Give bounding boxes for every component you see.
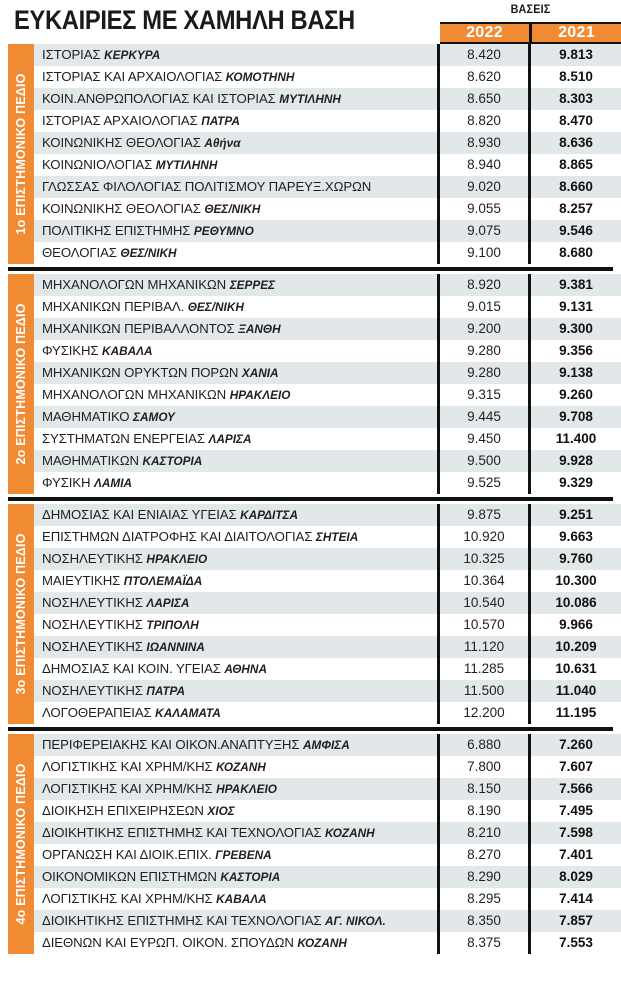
table-row[interactable]	[34, 242, 621, 264]
score-2022: 8.650	[467, 91, 501, 106]
score-2021: 9.356	[559, 343, 593, 358]
department-name: ΜΗΧΑΝΙΚΩΝ ΠΕΡΙΒΑΛΛΟΝΤΟΣ ΞΑΝΘΗ	[42, 321, 281, 336]
department-name: ΟΙΚΟΝΟΜΙΚΩΝ ΕΠΙΣΤΗΜΩΝ ΚΑΣΤΟΡΙΑ	[42, 869, 281, 884]
department-name: ΛΟΓΙΣΤΙΚΗΣ ΚΑΙ ΧΡΗΜ/ΚΗΣ ΚΑΒΑΛΑ	[42, 891, 267, 906]
section-tab-label: 3ο ΕΠΙΣΤΗΜΟΝΙΚΟ ΠΕΔΙΟ	[14, 533, 28, 695]
table-row[interactable]	[34, 154, 621, 176]
department-name: ΦΥΣΙΚΗ ΛΑΜΙΑ	[42, 475, 133, 490]
score-2021: 8.470	[559, 113, 593, 128]
score-2021: 11.400	[555, 431, 597, 446]
scientific-field-section	[0, 267, 621, 494]
table-row[interactable]	[34, 340, 621, 362]
department-name: ΜΑΙΕΥΤΙΚΗΣ ΠΤΟΛΕΜΑΪΔΑ	[42, 573, 203, 588]
score-2022: 9.200	[467, 321, 501, 336]
table-row[interactable]	[34, 526, 621, 548]
department-city: ΚΑΒΑΛΑ	[216, 892, 267, 906]
department-name: ΚΟΙΝΩΝΙΚΗΣ ΘΕΟΛΟΓΙΑΣ Αθήνα	[42, 135, 241, 150]
department-name: ΔΗΜΟΣΙΑΣ ΚΑΙ ΕΝΙΑΙΑΣ ΥΓΕΙΑΣ ΚΑΡΔΙΤΣΑ	[42, 507, 298, 522]
department-name: ΠΟΛΙΤΙΚΗΣ ΕΠΙΣΤΗΜΗΣ ΡΕΘΥΜΝΟ	[42, 223, 254, 238]
department-name: ΝΟΣΗΛΕΥΤΙΚΗΣ ΗΡΑΚΛΕΙΟ	[42, 551, 208, 566]
department-name: ΘΕΟΛΟΓΙΑΣ ΘΕΣ/ΝΙΚΗ	[42, 245, 177, 260]
department-name: ΜΑΘΗΜΑΤΙΚΟ ΣΑΜΟΥ	[42, 409, 175, 424]
page-header	[0, 0, 621, 44]
department-city: ΛΑΡΙΣΑ	[146, 596, 190, 610]
score-2021: 7.495	[559, 803, 593, 818]
score-2022: 8.930	[467, 135, 501, 150]
department-name: ΜΗΧΑΝΙΚΩΝ ΟΡΥΚΤΩΝ ΠΟΡΩΝ ΧΑΝΙΑ	[42, 365, 279, 380]
department-city: ΤΡΙΠΟΛΗ	[146, 618, 199, 632]
department-city: ΚΟΖΑΝΗ	[297, 936, 347, 950]
score-2021: 10.300	[555, 573, 597, 588]
scores-table	[0, 44, 621, 954]
department-city: ΚΑΣΤΟΡΙΑ	[142, 454, 203, 468]
score-2022: 8.150	[467, 781, 501, 796]
score-2021: 7.607	[559, 759, 593, 774]
department-city: ΚΑΒΑΛΑ	[102, 344, 153, 358]
department-city: ΚΑΣΤΟΡΙΑ	[220, 870, 281, 884]
table-row[interactable]	[34, 680, 621, 702]
score-2022: 9.280	[467, 365, 501, 380]
score-2021: 8.636	[559, 135, 593, 150]
score-2021: 10.086	[555, 595, 597, 610]
department-name: ΔΙΟΙΚΗΣΗ ΕΠΙΧΕΙΡΗΣΕΩΝ ΧΙΟΣ	[42, 803, 235, 818]
table-row[interactable]	[34, 844, 621, 866]
score-2021: 7.857	[559, 913, 593, 928]
table-row[interactable]	[34, 296, 621, 318]
table-row[interactable]	[34, 472, 621, 494]
department-city: ΞΑΝΘΗ	[238, 322, 281, 336]
table-row[interactable]	[34, 318, 621, 340]
department-name: ΝΟΣΗΛΕΥΤΙΚΗΣ ΠΑΤΡΑ	[42, 683, 186, 698]
score-2021: 9.131	[559, 299, 593, 314]
scientific-field-section	[0, 497, 621, 724]
department-city: ΗΡΑΚΛΕΙΟ	[146, 552, 208, 566]
score-2021: 7.598	[559, 825, 593, 840]
table-row[interactable]	[34, 66, 621, 88]
score-2021: 9.300	[559, 321, 593, 336]
score-2022: 10.920	[463, 529, 505, 544]
table-row[interactable]	[34, 548, 621, 570]
department-name: ΙΣΤΟΡΙΑΣ ΚΑΙ ΑΡΧΑΙΟΛΟΓΙΑΣ ΚΟΜΟΤΗΝΗ	[42, 69, 295, 84]
department-name: ΔΙΟΙΚΗΤΙΚΗΣ ΕΠΙΣΤΗΜΗΣ ΚΑΙ ΤΕΧΝΟΛΟΓΙΑΣ ΑΓ. ΝΙΚΟΛ.	[42, 913, 386, 928]
score-2021: 11.195	[555, 705, 597, 720]
score-2022: 9.055	[467, 201, 501, 216]
table-row[interactable]	[34, 910, 621, 932]
department-name: ΙΣΤΟΡΙΑΣ ΑΡΧΑΙΟΛΟΓΙΑΣ ΠΑΤΡΑ	[42, 113, 240, 128]
table-row[interactable]	[34, 132, 621, 154]
year-column-headers	[440, 22, 621, 44]
department-name: ΛΟΓΟΘΕΡΑΠΕΙΑΣ ΚΑΛΑΜΑΤΑ	[42, 705, 221, 720]
score-2022: 11.500	[463, 683, 505, 698]
score-2022: 8.350	[467, 913, 501, 928]
department-name: ΟΡΓΑΝΩΣΗ ΚΑΙ ΔΙΟΙΚ.ΕΠΙΧ. ΓΡΕΒΕΝΑ	[42, 847, 272, 862]
section-tab-2	[8, 274, 34, 494]
score-2021: 10.631	[555, 661, 597, 676]
department-city: ΙΩΑΝΝΙΝΑ	[146, 640, 205, 654]
table-row[interactable]	[34, 450, 621, 472]
section-body	[0, 504, 621, 724]
score-2021: 8.029	[559, 869, 593, 884]
score-2022: 10.570	[463, 617, 505, 632]
score-2022: 8.290	[467, 869, 501, 884]
department-city: ΘΕΣ/ΝΙΚΗ	[120, 246, 177, 260]
table-row[interactable]	[34, 636, 621, 658]
score-2022: 11.285	[463, 661, 505, 676]
table-row[interactable]	[34, 658, 621, 680]
year-header-2022: 2022	[440, 24, 529, 42]
score-2021: 7.553	[559, 935, 593, 950]
score-2021: 7.566	[559, 781, 593, 796]
department-city: ΧΑΝΙΑ	[241, 366, 279, 380]
score-2022: 9.100	[467, 245, 501, 260]
department-city: ΣΗΤΕΙΑ	[315, 530, 359, 544]
department-name: ΠΕΡΙΦΕΡΕΙΑΚΗΣ ΚΑΙ ΟΙΚΟΝ.ΑΝΑΠΤΥΞΗΣ ΑΜΦΙΣΑ	[42, 737, 350, 752]
score-2021: 7.414	[559, 891, 593, 906]
section-tab-label: 4ο ΕΠΙΣΤΗΜΟΝΙΚΟ ΠΕΔΙΟ	[14, 763, 28, 925]
table-row[interactable]	[34, 800, 621, 822]
department-city: ΗΡΑΚΛΕΙΟ	[216, 782, 277, 796]
table-row[interactable]	[34, 176, 621, 198]
table-row[interactable]	[34, 888, 621, 910]
department-name: ΜΗΧΑΝΙΚΩΝ ΠΕΡΙΒΑΛ. ΘΕΣ/ΝΙΚΗ	[42, 299, 244, 314]
table-row[interactable]	[34, 274, 621, 296]
score-2022: 9.500	[467, 453, 501, 468]
bases-group-label: ΒΑΣΕΙΣ	[510, 2, 551, 16]
score-2021: 9.251	[559, 507, 593, 522]
score-2022: 12.200	[463, 705, 505, 720]
section-tab-label: 2ο ΕΠΙΣΤΗΜΟΝΙΚΟ ΠΕΔΙΟ	[14, 303, 28, 465]
table-row[interactable]	[34, 702, 621, 724]
score-2022: 8.620	[467, 69, 501, 84]
score-2022: 10.364	[463, 573, 505, 588]
department-name: ΛΟΓΙΣΤΙΚΗΣ ΚΑΙ ΧΡΗΜ/ΚΗΣ ΗΡΑΚΛΕΙΟ	[42, 781, 277, 796]
department-city: ΚΟΜΟΤΗΝΗ	[225, 70, 295, 84]
score-2022: 9.450	[467, 431, 501, 446]
section-tab-4	[8, 734, 34, 954]
section-rows	[34, 44, 621, 264]
department-city: ΚΑΡΔΙΤΣΑ	[240, 508, 298, 522]
score-2021: 8.510	[559, 69, 593, 84]
department-city: ΑΜΦΙΣΑ	[302, 738, 350, 752]
score-2022: 9.525	[467, 475, 501, 490]
score-2022: 9.020	[467, 179, 501, 194]
department-city: ΠΑΤΡΑ	[201, 114, 240, 128]
department-city: ΑΘΗΝΑ	[224, 662, 267, 676]
score-2022: 10.325	[463, 551, 505, 566]
score-2022: 8.420	[467, 47, 501, 62]
table-row[interactable]	[34, 88, 621, 110]
department-city: ΜΥΤΙΛΗΝΗ	[279, 92, 341, 106]
section-rows	[34, 734, 621, 954]
table-row[interactable]	[34, 504, 621, 526]
department-city: ΛΑΜΙΑ	[94, 476, 133, 490]
table-row[interactable]	[34, 932, 621, 954]
section-rows	[34, 504, 621, 724]
department-city: Αθήνα	[204, 136, 241, 150]
section-divider	[8, 497, 613, 501]
department-city: ΡΕΘΥΜΝΟ	[193, 224, 254, 238]
score-2021: 8.865	[559, 157, 593, 172]
score-2022: 9.280	[467, 343, 501, 358]
score-2022: 9.875	[467, 507, 501, 522]
year-header-2021: 2021	[532, 24, 621, 42]
section-divider	[8, 267, 613, 271]
score-2021: 9.260	[559, 387, 593, 402]
table-row[interactable]	[34, 198, 621, 220]
scientific-field-section	[0, 727, 621, 954]
score-2021: 9.928	[559, 453, 593, 468]
table-row[interactable]	[34, 110, 621, 132]
table-row[interactable]	[34, 592, 621, 614]
department-name: ΚΟΙΝΩΝΙΚΗΣ ΘΕΟΛΟΓΙΑΣ ΘΕΣ/ΝΙΚΗ	[42, 201, 261, 216]
page-title: ΕΥΚΑΙΡΙΕΣ ΜΕ ΧΑΜΗΛΗ ΒΑΣΗ	[14, 5, 355, 35]
department-name: ΝΟΣΗΛΕΥΤΙΚΗΣ ΛΑΡΙΣΑ	[42, 595, 190, 610]
score-2022: 9.075	[467, 223, 501, 238]
department-name: ΔΗΜΟΣΙΑΣ ΚΑΙ ΚΟΙΝ. ΥΓΕΙΑΣ ΑΘΗΝΑ	[42, 661, 267, 676]
table-row[interactable]	[34, 822, 621, 844]
department-name: ΛΟΓΙΣΤΙΚΗΣ ΚΑΙ ΧΡΗΜ/ΚΗΣ ΚΟΖΑΝΗ	[42, 759, 266, 774]
score-2021: 10.209	[555, 639, 597, 654]
table-row[interactable]	[34, 614, 621, 636]
department-city: ΗΡΑΚΛΕΙΟ	[229, 388, 291, 402]
table-row[interactable]	[34, 570, 621, 592]
score-2021: 9.708	[559, 409, 593, 424]
department-name: ΓΛΩΣΣΑΣ ΦΙΛΟΛΟΓΙΑΣ ΠΟΛΙΤΙΣΜΟΥ ΠΑΡΕΥΞ.ΧΩΡΩΝ	[42, 179, 372, 194]
section-body	[0, 274, 621, 494]
section-tab-1	[8, 44, 34, 264]
department-city: ΣΑΜΟΥ	[133, 410, 175, 424]
department-name: ΝΟΣΗΛΕΥΤΙΚΗΣ ΙΩΑΝΝΙΝΑ	[42, 639, 205, 654]
score-2022: 8.820	[467, 113, 501, 128]
department-city: ΣΕΡΡΕΣ	[229, 278, 276, 292]
table-row[interactable]	[34, 778, 621, 800]
score-2021: 8.257	[559, 201, 593, 216]
score-2022: 9.445	[467, 409, 501, 424]
score-2022: 8.295	[467, 891, 501, 906]
department-city: ΠΑΤΡΑ	[146, 684, 186, 698]
score-2021: 9.813	[559, 47, 593, 62]
department-name: ΕΠΙΣΤΗΜΩΝ ΔΙΑΤΡΟΦΗΣ ΚΑΙ ΔΙΑΙΤΟΛΟΓΙΑΣ ΣΗΤΕΙΑ	[42, 529, 359, 544]
score-2021: 9.663	[559, 529, 593, 544]
score-2021: 9.760	[559, 551, 593, 566]
department-name: ΜΑΘΗΜΑΤΙΚΩΝ ΚΑΣΤΟΡΙΑ	[42, 453, 203, 468]
score-2022: 8.920	[467, 277, 501, 292]
table-row[interactable]	[34, 406, 621, 428]
score-2021: 8.680	[559, 245, 593, 260]
table-row[interactable]	[34, 362, 621, 384]
score-2022: 9.315	[467, 387, 501, 402]
department-city: ΚΟΖΑΝΗ	[216, 760, 266, 774]
table-row[interactable]	[34, 428, 621, 450]
scientific-field-section	[0, 44, 621, 264]
department-name: ΜΗΧΑΝΟΛΟΓΩΝ ΜΗΧΑΝΙΚΩΝ ΣΕΡΡΕΣ	[42, 277, 276, 292]
department-city: ΧΙΟΣ	[207, 804, 235, 818]
table-row[interactable]	[34, 384, 621, 406]
score-2021: 9.546	[559, 223, 593, 238]
department-name: ΔΙΟΙΚΗΤΙΚΗΣ ΕΠΙΣΤΗΜΗΣ ΚΑΙ ΤΕΧΝΟΛΟΓΙΑΣ ΚΟΖΑΝΗ	[42, 825, 375, 840]
department-name: ΣΥΣΤΗΜΑΤΩΝ ΕΝΕΡΓΕΙΑΣ ΛΑΡΙΣΑ	[42, 431, 252, 446]
department-city: ΘΕΣ/ΝΙΚΗ	[204, 202, 261, 216]
department-name: ΙΣΤΟΡΙΑΣ ΚΕΡΚΥΡΑ	[42, 47, 161, 62]
department-name: ΚΟΙΝ.ΑΝΘΡΩΠΟΛΟΓΙΑΣ ΚΑΙ ΙΣΤΟΡΙΑΣ ΜΥΤΙΛΗΝΗ	[42, 91, 341, 106]
section-tab-label: 1ο ΕΠΙΣΤΗΜΟΝΙΚΟ ΠΕΔΙΟ	[14, 73, 28, 235]
score-2021: 9.329	[559, 475, 593, 490]
score-2021: 9.138	[559, 365, 593, 380]
table-row[interactable]	[34, 756, 621, 778]
score-2021: 11.040	[555, 683, 597, 698]
department-city: ΚΑΛΑΜΑΤΑ	[155, 706, 221, 720]
score-2022: 8.270	[467, 847, 501, 862]
department-city: ΚΕΡΚΥΡΑ	[104, 48, 161, 62]
section-body	[0, 734, 621, 954]
score-2021: 7.260	[559, 737, 593, 752]
section-tab-3	[8, 504, 34, 724]
department-name: ΦΥΣΙΚΗΣ ΚΑΒΑΛΑ	[42, 343, 153, 358]
score-2021: 8.303	[559, 91, 593, 106]
section-rows	[34, 274, 621, 494]
department-name: ΜΗΧΑΝΟΛΟΓΩΝ ΜΗΧΑΝΙΚΩΝ ΗΡΑΚΛΕΙΟ	[42, 387, 291, 402]
table-row[interactable]	[34, 44, 621, 66]
department-city: ΚΟΖΑΝΗ	[325, 826, 375, 840]
score-2021: 9.966	[559, 617, 593, 632]
score-2022: 7.800	[467, 759, 501, 774]
score-2021: 7.401	[559, 847, 593, 862]
department-name: ΚΟΙΝΩΝΙΟΛΟΓΙΑΣ ΜΥΤΙΛΗΝΗ	[42, 157, 218, 172]
score-2022: 10.540	[463, 595, 505, 610]
department-city: ΓΡΕΒΕΝΑ	[215, 848, 272, 862]
department-city: ΑΓ. ΝΙΚΟΛ.	[325, 914, 386, 928]
score-2021: 8.660	[559, 179, 593, 194]
score-2022: 11.120	[463, 639, 505, 654]
score-2022: 8.210	[467, 825, 501, 840]
table-row[interactable]	[34, 866, 621, 888]
table-row[interactable]	[34, 734, 621, 756]
section-body	[0, 44, 621, 264]
score-2021: 9.381	[559, 277, 593, 292]
department-city: ΜΥΤΙΛΗΝΗ	[155, 158, 218, 172]
score-2022: 8.375	[467, 935, 501, 950]
department-name: ΔΙΕΘΝΩΝ ΚΑΙ ΕΥΡΩΠ. ΟΙΚΟΝ. ΣΠΟΥΔΩΝ ΚΟΖΑΝΗ	[42, 935, 347, 950]
score-2022: 8.940	[467, 157, 501, 172]
department-city: ΛΑΡΙΣΑ	[208, 432, 252, 446]
section-divider	[8, 727, 613, 731]
score-2022: 8.190	[467, 803, 501, 818]
table-row[interactable]	[34, 220, 621, 242]
score-2022: 6.880	[467, 737, 501, 752]
department-city: ΠΤΟΛΕΜΑΪΔΑ	[123, 574, 203, 588]
department-city: ΘΕΣ/ΝΙΚΗ	[187, 300, 244, 314]
score-2022: 9.015	[467, 299, 501, 314]
department-name: ΝΟΣΗΛΕΥΤΙΚΗΣ ΤΡΙΠΟΛΗ	[42, 617, 199, 632]
